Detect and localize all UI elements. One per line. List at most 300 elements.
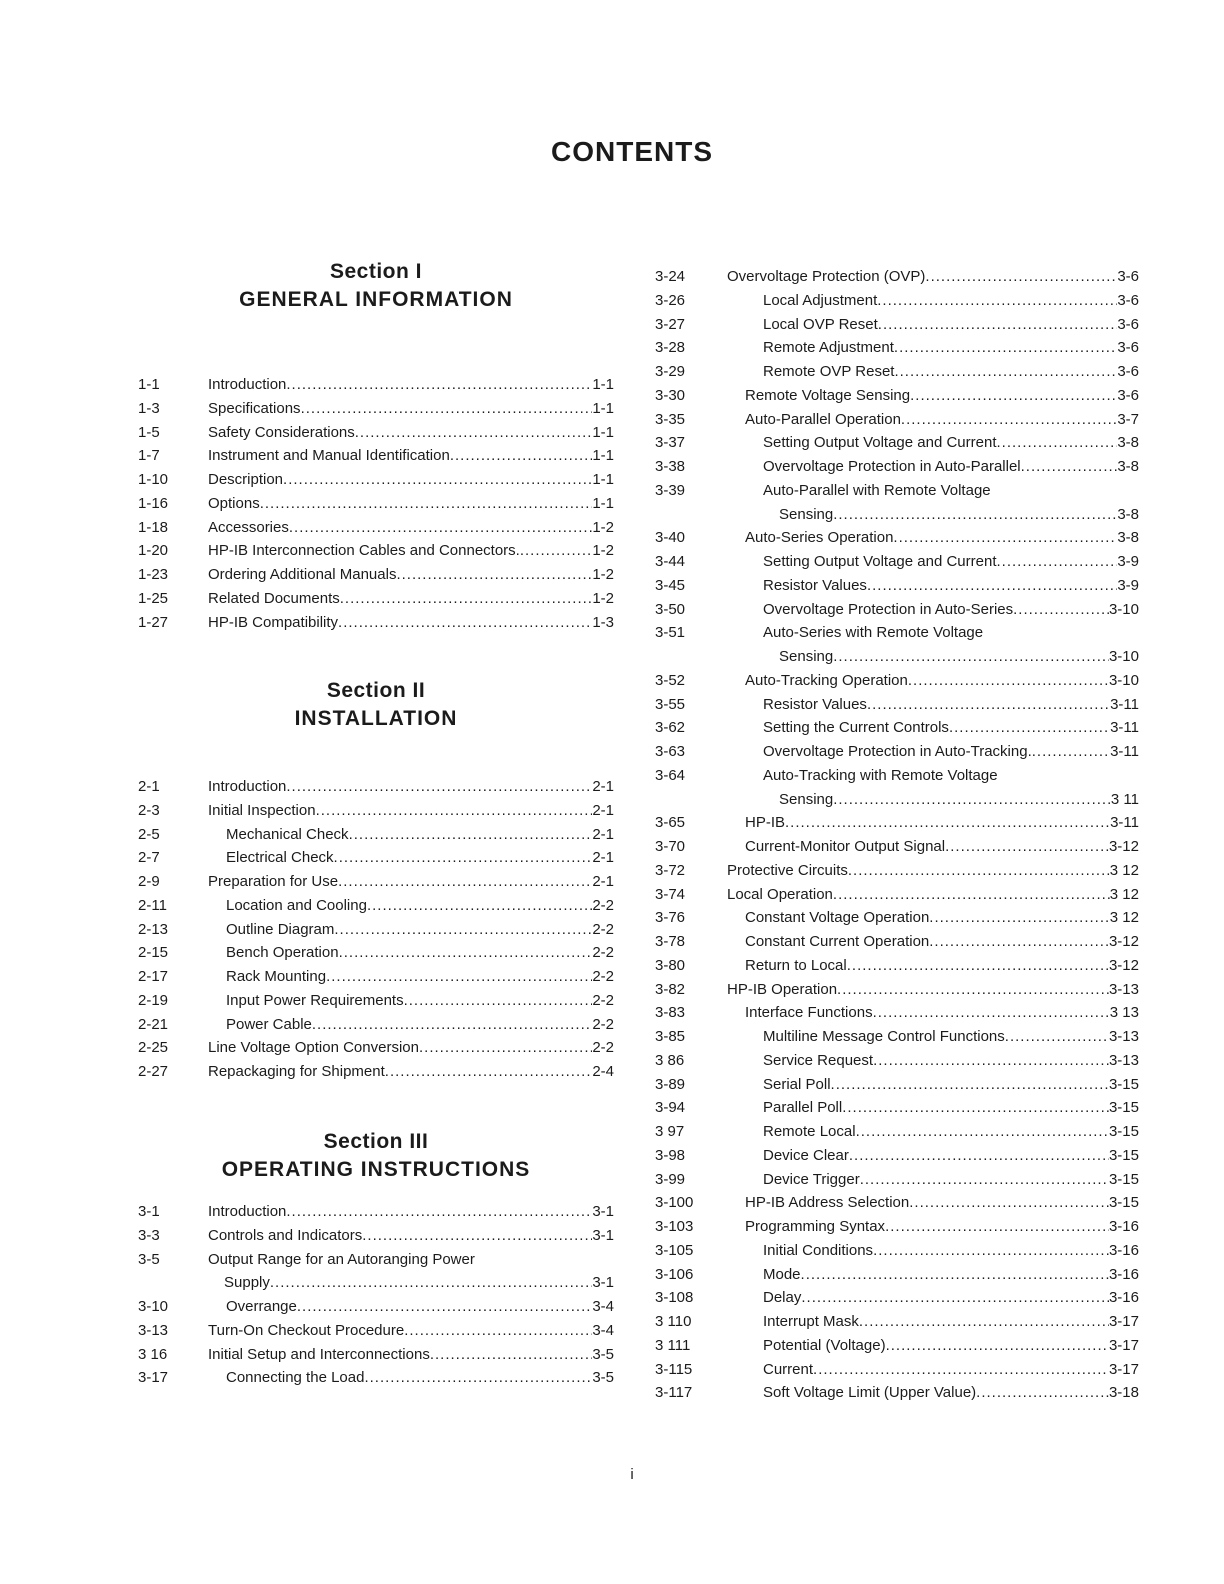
toc-entry xyxy=(138,1248,614,1272)
toc-entry-title: Overvoltage Protection in Auto-Series xyxy=(763,600,1014,618)
toc-entry-continuation xyxy=(138,1271,614,1295)
toc-entry-title: Electrical Check xyxy=(226,849,334,867)
toc-entry xyxy=(655,1001,1139,1025)
toc-list xyxy=(138,775,614,1084)
toc-entry-page: 3-15 xyxy=(1108,1194,1139,1212)
leader-dots xyxy=(847,954,1109,978)
toc-entry-title: Auto-Tracking Operation xyxy=(745,671,908,689)
leader-dots xyxy=(283,468,592,492)
toc-entry-number: 3-85 xyxy=(655,1028,686,1045)
leader-dots xyxy=(1005,1025,1109,1049)
toc-entry-title: Power Cable xyxy=(226,1015,312,1033)
toc-entry xyxy=(655,574,1139,598)
toc-entry-title: Initial Conditions xyxy=(763,1241,874,1259)
toc-entry-title: Programming Syntax xyxy=(745,1218,886,1235)
toc-entry-number: 1-7 xyxy=(138,447,160,465)
toc-entry-title: Delay xyxy=(763,1289,802,1307)
section-label: Section III xyxy=(323,1130,429,1153)
toc-entry-page: 2-2 xyxy=(592,944,614,962)
toc-entry-number: 3-37 xyxy=(655,434,686,452)
toc-entry xyxy=(138,1319,614,1343)
leader-dots xyxy=(334,918,592,942)
toc-entry-number: 3-80 xyxy=(655,956,686,974)
toc-entry-page: 3-11 xyxy=(1110,695,1139,713)
toc-entry-number: 2-9 xyxy=(138,873,160,890)
toc-entry-number: 3-99 xyxy=(655,1170,686,1188)
toc-entry-page: 1-1 xyxy=(592,447,614,465)
toc-entry-page: 3-12 xyxy=(1108,933,1139,950)
toc-entry xyxy=(138,941,614,965)
toc-entry-number: 3-44 xyxy=(655,553,686,570)
toc-entry-title: HP-IB Compatibility xyxy=(208,613,339,631)
toc-entry xyxy=(655,1381,1139,1405)
toc-entry-number: 2-17 xyxy=(138,968,169,985)
leader-dots xyxy=(270,1271,592,1295)
toc-entry-number: 3-55 xyxy=(655,695,686,713)
section-name: GENERAL INFORMATION xyxy=(239,288,513,311)
toc-entry xyxy=(655,384,1139,408)
leader-dots xyxy=(929,930,1109,954)
toc-entry xyxy=(138,373,614,397)
leader-dots xyxy=(909,1191,1109,1215)
toc-entry-title: Local Operation xyxy=(727,885,833,903)
toc-entry xyxy=(655,1120,1139,1144)
toc-entry-title: Protective Circuits xyxy=(727,861,848,879)
toc-entry-page: 3-16 xyxy=(1108,1241,1139,1259)
toc-entry-page: 3-13 xyxy=(1108,1051,1139,1069)
toc-entry-title: Multiline Message Control Functions xyxy=(763,1028,1005,1045)
toc-entry-number: 3-76 xyxy=(655,909,686,927)
toc-entry-title: Introduction xyxy=(208,376,287,393)
section-heading xyxy=(138,1128,614,1184)
toc-entry-page: 1-2 xyxy=(592,589,614,607)
toc-entry-number: 3-105 xyxy=(655,1241,694,1259)
toc-entry-number: 3-17 xyxy=(138,1369,169,1387)
leader-dots xyxy=(849,1144,1109,1168)
toc-entry xyxy=(655,716,1139,740)
toc-entry-number: 3 16 xyxy=(138,1345,168,1363)
toc-entry-number: 2-21 xyxy=(138,1015,169,1033)
leader-dots xyxy=(338,611,592,635)
toc-entry-title: Return to Local xyxy=(745,956,847,974)
toc-entry-number: 3-38 xyxy=(655,458,686,475)
toc-entry xyxy=(655,835,1139,859)
toc-entry-title: Ordering Additional Manuals xyxy=(208,566,397,583)
toc-entry-number: 1-1 xyxy=(138,376,160,393)
toc-entry-number: 1-25 xyxy=(138,589,169,607)
toc-entry-page: 3-11 xyxy=(1110,743,1139,760)
toc-entry-title: Service Request xyxy=(763,1051,874,1069)
toc-entry xyxy=(138,539,614,563)
section-label: Section I xyxy=(329,260,423,283)
toc-entry-title: Preparation for Use xyxy=(208,873,339,890)
toc-entry-title: Safety Considerations xyxy=(208,423,355,441)
toc-list xyxy=(655,265,1139,1405)
toc-entry-page: 3 12 xyxy=(1109,861,1139,879)
toc-entry-number: 3 97 xyxy=(655,1123,685,1140)
toc-entry xyxy=(655,1239,1139,1263)
toc-entry-page: 2-2 xyxy=(592,896,614,914)
leader-dots xyxy=(877,289,1117,313)
leader-dots xyxy=(945,835,1109,859)
leader-dots xyxy=(856,1120,1109,1144)
leader-dots xyxy=(949,716,1110,740)
toc-entry-title: Device Trigger xyxy=(763,1170,860,1188)
toc-entry xyxy=(655,265,1139,289)
toc-entry xyxy=(138,563,614,587)
leader-dots xyxy=(1032,740,1110,764)
toc-entry-page: 3-18 xyxy=(1108,1384,1139,1402)
toc-entry-title: Local Adjustment xyxy=(763,291,878,309)
toc-entry-page: 1-1 xyxy=(592,399,614,417)
toc-entry xyxy=(655,1358,1139,1382)
leader-dots xyxy=(893,526,1117,550)
toc-entry-title: Introduction xyxy=(208,778,287,795)
toc-entry-page: 3-16 xyxy=(1108,1265,1139,1283)
toc-entry xyxy=(138,1200,614,1224)
toc-entry xyxy=(655,621,1139,645)
toc-entry xyxy=(655,1215,1139,1239)
toc-entry-number: 3-29 xyxy=(655,363,686,380)
toc-entry-title: Connecting the Load xyxy=(226,1369,365,1387)
toc-entry-title: Rack Mounting xyxy=(226,968,327,985)
toc-entry-title: Initial Inspection xyxy=(208,801,316,819)
leader-dots xyxy=(355,421,593,445)
leader-dots xyxy=(833,883,1110,907)
leader-dots xyxy=(925,265,1117,289)
toc-entry-number: 1-10 xyxy=(138,471,169,488)
toc-entry-title: Resistor Values xyxy=(763,576,867,594)
toc-entry-page: 2-1 xyxy=(592,825,614,843)
leader-dots xyxy=(289,516,592,540)
toc-entry-title: Overvoltage Protection in Auto-Parallel xyxy=(763,458,1021,475)
leader-dots xyxy=(340,587,593,611)
toc-entry-page: 2-2 xyxy=(592,920,614,938)
toc-entry-page: 3-4 xyxy=(592,1298,614,1315)
toc-entry-number: 3-103 xyxy=(655,1218,694,1235)
toc-entry-title: Potential (Voltage) xyxy=(763,1336,886,1354)
toc-entry-page: 3-8 xyxy=(1117,529,1139,547)
leader-dots xyxy=(833,645,1109,669)
toc-entry-title: Repackaging for Shipment xyxy=(208,1063,385,1080)
toc-entry-number: 3-35 xyxy=(655,410,686,428)
toc-entry-number: 3-108 xyxy=(655,1289,694,1307)
toc-entry-title: Bench Operation xyxy=(226,944,339,962)
leader-dots xyxy=(976,1381,1109,1405)
toc-entry-page: 3-15 xyxy=(1108,1099,1139,1117)
toc-entry-number: 1-18 xyxy=(138,518,169,536)
toc-entry xyxy=(138,1224,614,1248)
leader-dots xyxy=(801,1263,1109,1287)
toc-entry-number: 1-20 xyxy=(138,542,169,560)
page-number: i xyxy=(630,1466,634,1483)
leader-dots xyxy=(301,397,593,421)
toc-entry-page: 3-10 xyxy=(1108,648,1139,665)
toc-entry-page: 3-17 xyxy=(1108,1313,1139,1330)
toc-entry xyxy=(655,431,1139,455)
toc-entry xyxy=(655,693,1139,717)
toc-entry xyxy=(138,397,614,421)
toc-entry-page: 2-2 xyxy=(592,1015,614,1033)
toc-entry-number: 3-94 xyxy=(655,1099,686,1117)
toc-entry-page: 2-1 xyxy=(592,849,614,867)
toc-entry xyxy=(138,846,614,870)
toc-entry xyxy=(655,550,1139,574)
toc-entry-number: 2-27 xyxy=(138,1063,169,1080)
section-heading xyxy=(138,258,614,314)
leader-dots xyxy=(339,941,593,965)
toc-entry xyxy=(655,883,1139,907)
toc-entry-page: 3-6 xyxy=(1117,315,1139,333)
toc-entry-number: 3-45 xyxy=(655,576,686,594)
toc-entry-title: Controls and Indicators xyxy=(208,1226,363,1244)
toc-entry-page: 3-16 xyxy=(1108,1289,1139,1307)
toc-entry-page: 3-10 xyxy=(1108,671,1139,689)
leader-dots xyxy=(878,313,1118,337)
toc-entry xyxy=(138,468,614,492)
toc-entry-number: 3-74 xyxy=(655,885,686,903)
toc-entry-number: 3-50 xyxy=(655,600,686,618)
leader-dots xyxy=(1021,455,1118,479)
toc-entry xyxy=(138,492,614,516)
toc-entry-page: 3-9 xyxy=(1117,553,1139,570)
toc-entry xyxy=(138,444,614,468)
toc-entry xyxy=(655,1191,1139,1215)
toc-entry-page: 3-8 xyxy=(1117,505,1139,523)
leader-dots xyxy=(312,1013,592,1037)
toc-entry-page: 3-15 xyxy=(1108,1146,1139,1164)
leader-dots xyxy=(929,906,1110,930)
toc-entry xyxy=(655,1049,1139,1073)
leader-dots xyxy=(450,444,593,468)
toc-entry-title: Remote Voltage Sensing xyxy=(745,386,911,404)
toc-entry-title: Auto-Parallel Operation xyxy=(745,410,901,428)
toc-entry-page: 2-1 xyxy=(592,778,614,795)
toc-entry-page: 2-1 xyxy=(592,873,614,890)
toc-entry-number: 3-27 xyxy=(655,315,686,333)
section-name: OPERATING INSTRUCTIONS xyxy=(221,1158,531,1181)
toc-entry xyxy=(655,1263,1139,1287)
toc-entry xyxy=(138,1295,614,1319)
toc-list xyxy=(138,373,614,634)
leader-dots xyxy=(873,1049,1109,1073)
leader-dots xyxy=(297,1295,592,1319)
toc-entry xyxy=(138,870,614,894)
leader-dots xyxy=(367,894,592,918)
toc-entry-number: 3-89 xyxy=(655,1075,686,1093)
toc-entry xyxy=(655,1025,1139,1049)
toc-entry xyxy=(138,799,614,823)
toc-entry-number: 3-5 xyxy=(138,1250,160,1268)
section-label: Section II xyxy=(326,679,426,702)
toc-entry-title: Remote Adjustment xyxy=(763,339,894,357)
toc-entry-page: 3-15 xyxy=(1108,1123,1139,1140)
toc-entry-number: 3-28 xyxy=(655,339,686,357)
toc-entry xyxy=(655,289,1139,313)
toc-entry-title-continued: Sensing xyxy=(779,505,834,523)
toc-entry-title: Mechanical Check xyxy=(226,825,349,843)
leader-dots xyxy=(286,373,592,397)
leader-dots xyxy=(997,550,1118,574)
leader-dots xyxy=(404,1319,592,1343)
toc-entry-title: Options xyxy=(208,494,260,512)
toc-entry-number: 3-13 xyxy=(138,1321,169,1339)
toc-entry xyxy=(655,811,1139,835)
leader-dots xyxy=(910,384,1117,408)
toc-entry-title: Interrupt Mask xyxy=(763,1313,859,1330)
toc-entry-number: 2-15 xyxy=(138,944,169,962)
toc-entry-number: 2-11 xyxy=(138,896,167,914)
toc-entry xyxy=(138,894,614,918)
toc-entry-title: Current-Monitor Output Signal xyxy=(745,838,946,855)
toc-entry-page: 3-1 xyxy=(592,1274,614,1292)
toc-entry-number: 2-25 xyxy=(138,1039,169,1057)
toc-entry-page: 3 13 xyxy=(1109,1004,1139,1022)
leader-dots xyxy=(396,563,592,587)
toc-entry-title: Device Clear xyxy=(763,1146,849,1164)
toc-entry-number: 3-62 xyxy=(655,719,686,737)
toc-entry-title: Constant Voltage Operation xyxy=(745,909,930,927)
toc-entry-page: 1-1 xyxy=(592,494,614,512)
toc-entry-title: Serial Poll xyxy=(763,1075,831,1093)
toc-entry xyxy=(655,336,1139,360)
toc-entry-page: 3-7 xyxy=(1117,410,1139,428)
toc-entry-title: Auto-Series Operation xyxy=(745,529,894,547)
toc-entry xyxy=(138,1036,614,1060)
toc-entry-title: Input Power Requirements xyxy=(226,991,404,1009)
toc-entry-number: 3-70 xyxy=(655,838,686,855)
leader-dots xyxy=(873,1001,1110,1025)
toc-entry-number: 3 111 xyxy=(655,1336,691,1354)
toc-entry-page: 3-15 xyxy=(1108,1075,1139,1093)
toc-entry xyxy=(655,1168,1139,1192)
toc-entry-number: 2-1 xyxy=(138,778,160,795)
toc-entry-number: 3-115 xyxy=(655,1360,693,1378)
toc-entry xyxy=(655,906,1139,930)
leader-dots xyxy=(813,1358,1109,1382)
toc-entry-number: 3-100 xyxy=(655,1194,694,1212)
toc-entry xyxy=(138,823,614,847)
toc-entry-title: Setting the Current Controls xyxy=(763,719,949,737)
toc-entry-number: 3-1 xyxy=(138,1203,160,1220)
toc-entry-number: 3-117 xyxy=(655,1384,693,1402)
toc-entry-title: Constant Current Operation xyxy=(745,933,930,950)
toc-entry-title: Mode xyxy=(763,1265,801,1283)
toc-entry xyxy=(138,1060,614,1084)
toc-entry-continuation xyxy=(655,788,1139,812)
toc-entry-title: HP-IB Interconnection Cables and Connectors. xyxy=(208,542,520,560)
toc-entry xyxy=(655,1286,1139,1310)
toc-entry-page: 3-12 xyxy=(1108,956,1139,974)
toc-entry xyxy=(138,1013,614,1037)
toc-entry-number: 2-13 xyxy=(138,920,169,938)
toc-entry-title: Auto-Tracking with Remote Voltage xyxy=(763,766,998,784)
leader-dots xyxy=(831,1073,1109,1097)
toc-entry-page: 2-2 xyxy=(592,991,614,1009)
toc-entry-title: Soft Voltage Limit (Upper Value) xyxy=(763,1384,977,1402)
toc-entry xyxy=(138,989,614,1013)
toc-entry-title: Accessories xyxy=(208,518,289,536)
leader-dots xyxy=(837,978,1109,1002)
toc-entry-page: 3-11 xyxy=(1110,719,1139,737)
toc-entry-number: 3-26 xyxy=(655,291,686,309)
toc-entry-page: 3-17 xyxy=(1108,1336,1139,1354)
leader-dots xyxy=(338,870,592,894)
leader-dots xyxy=(859,1310,1109,1334)
toc-entry-page: 3-4 xyxy=(592,1321,614,1339)
toc-entry xyxy=(138,965,614,989)
toc-entry-page: 3-10 xyxy=(1108,600,1139,618)
toc-entry-number: 3-98 xyxy=(655,1146,686,1164)
toc-entry-title: Related Documents xyxy=(208,589,340,607)
toc-entry xyxy=(138,611,614,635)
toc-entry-number: 3-72 xyxy=(655,861,686,879)
toc-entry-number: 3-64 xyxy=(655,766,686,784)
toc-entry xyxy=(655,1073,1139,1097)
toc-entry xyxy=(655,954,1139,978)
leader-dots xyxy=(901,408,1117,432)
toc-entry-page: 2-2 xyxy=(592,968,614,985)
toc-entry-title: Resistor Values xyxy=(763,695,867,713)
toc-entry xyxy=(655,479,1139,503)
leader-dots xyxy=(867,574,1117,598)
toc-entry-title: HP-IB Operation xyxy=(727,980,838,998)
toc-entry-page: 3-9 xyxy=(1117,576,1139,594)
toc-entry xyxy=(655,313,1139,337)
leader-dots xyxy=(385,1060,593,1084)
toc-entry-page: 3-1 xyxy=(592,1226,614,1244)
leader-dots xyxy=(364,1366,592,1390)
toc-entry xyxy=(655,526,1139,550)
leader-dots xyxy=(326,965,592,989)
toc-entry-page: 3-6 xyxy=(1117,268,1139,285)
toc-entry-page: 1-2 xyxy=(592,566,614,583)
toc-entry-title: Location and Cooling xyxy=(226,896,367,914)
leader-dots xyxy=(419,1036,592,1060)
toc-entry-number: 3-3 xyxy=(138,1226,160,1244)
toc-entry-page: 3 12 xyxy=(1109,885,1139,903)
toc-entry-page: 1-1 xyxy=(592,423,614,441)
toc-entry-title: Specifications xyxy=(208,399,301,417)
toc-entry-page: 3-8 xyxy=(1117,434,1139,452)
toc-entry xyxy=(138,918,614,942)
toc-entry-title: Outline Diagram xyxy=(226,920,335,938)
toc-entry-page: 1-1 xyxy=(592,376,614,393)
leader-dots xyxy=(833,503,1117,527)
toc-entry-page: 3 11 xyxy=(1110,790,1139,808)
toc-entry-number: 3-78 xyxy=(655,933,686,950)
toc-entry-page: 3-8 xyxy=(1117,458,1139,475)
toc-entry-page: 3-11 xyxy=(1110,814,1139,832)
toc-entry-page: 1-2 xyxy=(592,542,614,560)
toc-entry xyxy=(655,360,1139,384)
toc-entry-page: 3-6 xyxy=(1117,339,1139,357)
toc-entry-number: 1-16 xyxy=(138,494,169,512)
toc-entry-title: Current xyxy=(763,1360,814,1378)
toc-entry-title: Overvoltage Protection (OVP) xyxy=(727,268,926,285)
toc-entry-number: 3-52 xyxy=(655,671,686,689)
leader-dots xyxy=(908,669,1109,693)
toc-entry-title: HP-IB Address Selection xyxy=(745,1194,910,1212)
toc-entry xyxy=(138,516,614,540)
toc-entry-number: 3 86 xyxy=(655,1051,685,1069)
toc-entry-title-continued: Supply xyxy=(224,1274,270,1292)
toc-entry-page: 3 12 xyxy=(1109,909,1139,927)
toc-entry-page: 3-6 xyxy=(1117,363,1139,380)
toc-entry-title: Output Range for an Autoranging Power xyxy=(208,1250,475,1268)
toc-entry-number: 3-51 xyxy=(655,624,686,642)
toc-entry-page: 3-13 xyxy=(1108,1028,1139,1045)
